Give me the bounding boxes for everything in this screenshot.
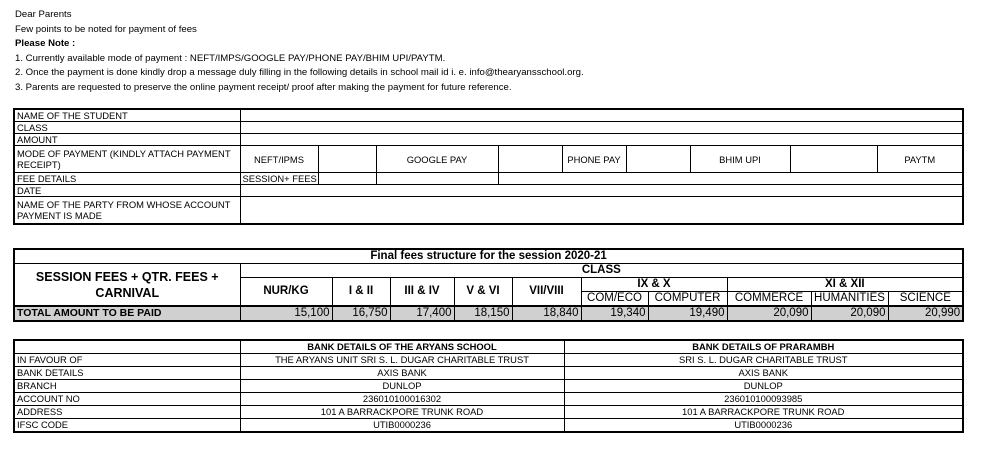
bank-row-address (14, 406, 963, 419)
bank-row-branch (14, 380, 963, 393)
bank-header-blank (14, 340, 240, 354)
col-nur-kg: NUR/KG (240, 278, 332, 307)
fees-title: Final fees structure for the session 2020-21 (14, 249, 963, 264)
mode-phone-pay-field[interactable] (626, 146, 690, 173)
mode-google-pay-field[interactable] (498, 146, 562, 173)
group-xi-xii: XI & XII (727, 278, 963, 292)
col-humanities: HUMANITIES (811, 292, 888, 307)
form-row-student-name (14, 109, 963, 122)
note-point-1: 1. Currently available mode of payment : NEFT/IMPS/GOOGLE PAY/PHONE PAY/BHIM UPI/PAYTM. (15, 52, 446, 64)
bank-prarambh-value: UTIB0000236 (564, 419, 963, 433)
form-row-date (14, 185, 963, 197)
col-computer: COMPUTER (648, 292, 727, 307)
total-commerce: 20,090 (727, 306, 811, 321)
bank-aryans-value: DUNLOP (240, 380, 564, 393)
bank-row-label: BRANCH (14, 380, 240, 393)
date-label: DATE (14, 185, 240, 197)
total-amount-row (14, 306, 963, 321)
col-commerce: COMMERCE (727, 292, 811, 307)
student-name-field[interactable] (240, 109, 963, 122)
total-humanities: 20,090 (811, 306, 888, 321)
total-vii-viii: 18,840 (512, 306, 581, 321)
greeting: Dear Parents (15, 9, 72, 20)
group-ix-x: IX & X (581, 278, 727, 292)
bank-row-in-favour-of (14, 354, 963, 367)
total-i-ii: 16,750 (332, 306, 390, 321)
total-science: 20,990 (888, 306, 963, 321)
fee-details-field-1[interactable] (318, 173, 376, 185)
note-point-3: 3. Parents are requested to preserve the online payment receipt/ proof after making the payment for future reference. (15, 81, 512, 93)
party-name-field[interactable] (240, 197, 963, 225)
fee-details-field-2[interactable] (376, 173, 498, 185)
bank-row-label: IN FAVOUR OF (14, 354, 240, 367)
fee-details-label: FEE DETAILS (14, 173, 240, 185)
form-row-class (14, 122, 963, 134)
bank-aryans-value: 101 A BARRACKPORE TRUNK ROAD (240, 406, 564, 419)
bank-header-prarambh: BANK DETAILS OF PRARAMBH (564, 340, 963, 354)
mode-bhim-upi: BHIM UPI (690, 146, 790, 173)
bank-row-label: IFSC CODE (14, 419, 240, 433)
fees-title-row (14, 249, 963, 264)
please-note-heading: Please Note : (15, 38, 76, 50)
payment-details-form (13, 108, 964, 225)
col-science: SCIENCE (888, 292, 963, 307)
fees-left-header: SESSION FEES + QTR. FEES + CARNIVAL (14, 264, 240, 307)
col-iii-iv: III & IV (390, 278, 454, 307)
party-name-label: NAME OF THE PARTY FROM WHOSE ACCOUNT PAYMENT IS MADE (14, 197, 240, 225)
bank-row-label: ACCOUNT NO (14, 393, 240, 406)
bank-prarambh-value: AXIS BANK (564, 367, 963, 380)
total-amount-label: TOTAL AMOUNT TO BE PAID (14, 306, 240, 321)
bank-aryans-value: 236010100016302 (240, 393, 564, 406)
bank-prarambh-value: SRI S. L. DUGAR CHARITABLE TRUST (564, 354, 963, 367)
class-field[interactable] (240, 122, 963, 134)
bank-prarambh-value: DUNLOP (564, 380, 963, 393)
fees-structure-table (13, 248, 964, 322)
bank-row-account-no (14, 393, 963, 406)
bank-aryans-value: AXIS BANK (240, 367, 564, 380)
bank-row-label: ADDRESS (14, 406, 240, 419)
bank-prarambh-value: 236010100093985 (564, 393, 963, 406)
payment-notes (15, 8, 955, 96)
mode-of-payment-label: MODE OF PAYMENT (KINDLY ATTACH PAYMENT RECEIPT) (14, 146, 240, 173)
fee-details-field-3[interactable] (498, 173, 963, 185)
total-v-vi: 18,150 (454, 306, 512, 321)
mode-neft-imps-field[interactable] (318, 146, 376, 173)
mode-google-pay: GOOGLE PAY (376, 146, 498, 173)
class-header: CLASS (240, 264, 963, 278)
form-row-fee-details (14, 173, 963, 185)
form-row-amount (14, 134, 963, 146)
fee-details-value: SESSION+ FEES (240, 173, 318, 185)
col-vii-viii: VII/VIII (512, 278, 581, 307)
bank-header-aryans: BANK DETAILS OF THE ARYANS SCHOOL (240, 340, 564, 354)
mode-paytm: PAYTM (877, 146, 963, 173)
total-nur-kg: 15,100 (240, 306, 332, 321)
note-point-2: 2. Once the payment is done kindly drop a message duly filling in the following details in school mail id i. e. info@thearyansschool.org. (15, 67, 584, 79)
bank-row-bank-details (14, 367, 963, 380)
total-computer: 19,490 (648, 306, 727, 321)
bank-prarambh-value: 101 A BARRACKPORE TRUNK ROAD (564, 406, 963, 419)
amount-field[interactable] (240, 134, 963, 146)
form-row-mode-of-payment (14, 146, 963, 173)
bank-details-table (13, 339, 964, 433)
amount-label: AMOUNT (14, 134, 240, 146)
total-iii-iv: 17,400 (390, 306, 454, 321)
mode-neft-imps: NEFT/IPMS (240, 146, 318, 173)
bank-aryans-value: UTIB0000236 (240, 419, 564, 433)
bank-header-row (14, 340, 963, 354)
student-name-label: NAME OF THE STUDENT (14, 109, 240, 122)
col-com-eco: COM/ECO (581, 292, 648, 307)
form-row-party-name (14, 197, 963, 225)
intro-text: Few points to be noted for payment of fees (15, 23, 197, 35)
col-i-ii: I & II (332, 278, 390, 307)
col-v-vi: V & VI (454, 278, 512, 307)
mode-phone-pay: PHONE PAY (562, 146, 626, 173)
bank-row-ifsc-code (14, 419, 963, 433)
date-field[interactable] (240, 185, 963, 197)
bank-aryans-value: THE ARYANS UNIT SRI S. L. DUGAR CHARITABLE TRUST (240, 354, 564, 367)
class-label: CLASS (14, 122, 240, 134)
mode-bhim-upi-field[interactable] (790, 146, 877, 173)
bank-row-label: BANK DETAILS (14, 367, 240, 380)
total-com-eco: 19,340 (581, 306, 648, 321)
fees-class-row (14, 264, 963, 278)
